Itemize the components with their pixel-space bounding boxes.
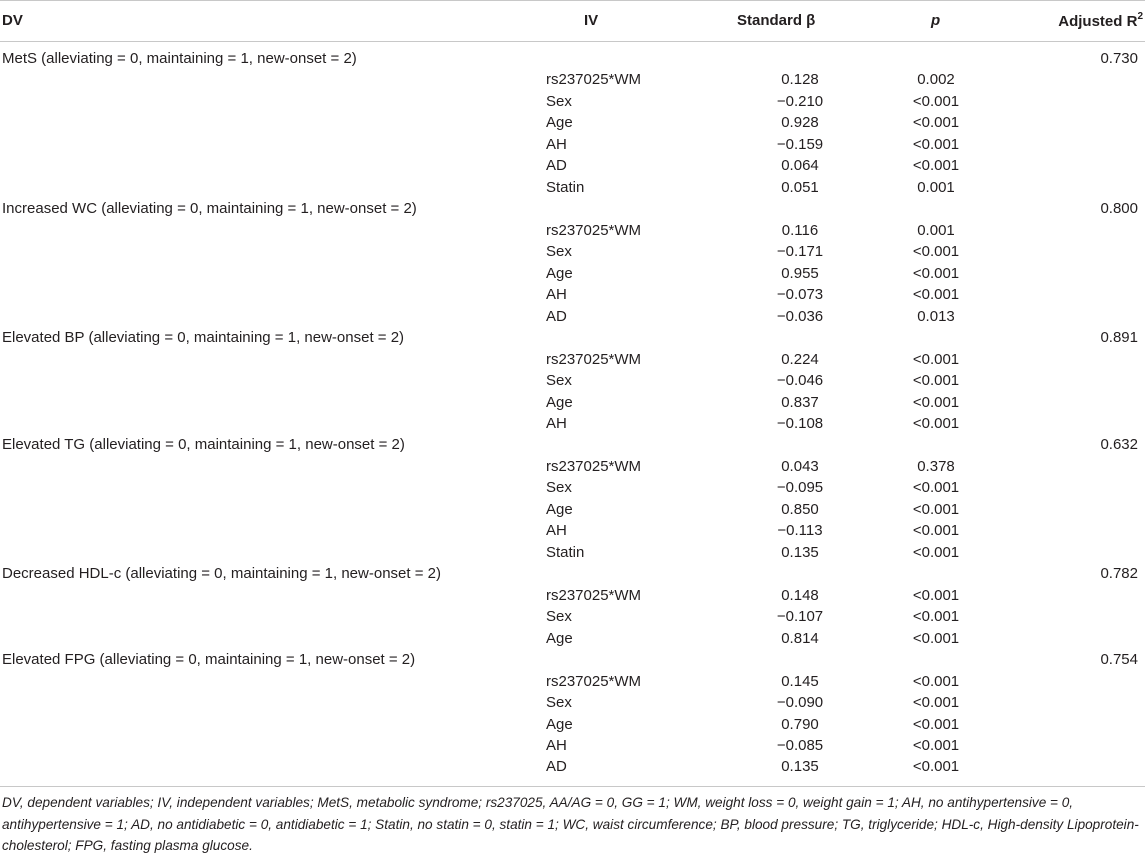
table-row xyxy=(0,756,1145,777)
p-cell: <0.001 xyxy=(912,350,960,368)
beta-cell: 0.814 xyxy=(781,629,819,647)
p-cell: <0.001 xyxy=(912,264,960,282)
iv-cell: AH xyxy=(546,414,567,432)
dv-group-row xyxy=(0,327,1145,348)
iv-cell: Sex xyxy=(546,92,572,110)
beta-cell: 0.043 xyxy=(781,457,819,475)
header-r2-superscript: 2 xyxy=(1137,11,1143,22)
iv-cell: AH xyxy=(546,286,567,304)
table-row xyxy=(0,370,1145,391)
beta-cell: 0.837 xyxy=(781,393,819,411)
iv-cell: Sex xyxy=(546,372,572,390)
beta-cell: 0.850 xyxy=(781,500,819,518)
table-row xyxy=(0,134,1145,155)
table-row xyxy=(0,606,1145,627)
iv-cell: rs237025*WM xyxy=(546,221,642,239)
table-row xyxy=(0,692,1145,713)
header-p-value: p xyxy=(931,12,941,29)
beta-cell: −0.073 xyxy=(776,286,824,304)
adjusted-r2-value: 0.730 xyxy=(1100,50,1138,67)
table-row xyxy=(0,413,1145,434)
p-cell: <0.001 xyxy=(912,114,960,132)
dv-label: Elevated FPG (alleviating = 0, maintaining = 1, new-onset = 2) xyxy=(2,651,416,669)
iv-cell: Age xyxy=(546,393,573,411)
table-row xyxy=(0,112,1145,133)
iv-cell: AH xyxy=(546,737,567,754)
iv-cell: Age xyxy=(546,264,573,282)
p-cell: <0.001 xyxy=(912,629,960,647)
header-standard-beta: Standard β xyxy=(737,12,816,29)
table-row xyxy=(0,585,1145,606)
beta-cell: 0.051 xyxy=(781,178,819,196)
iv-cell: rs237025*WM xyxy=(546,586,642,604)
beta-cell: 0.145 xyxy=(781,672,819,690)
table-body xyxy=(0,48,1145,778)
dv-group-row xyxy=(0,198,1145,219)
dv-group-row xyxy=(0,649,1145,670)
p-cell: 0.001 xyxy=(917,178,955,196)
p-cell: <0.001 xyxy=(912,522,960,540)
beta-cell: 0.135 xyxy=(781,543,819,561)
iv-cell: Age xyxy=(546,500,573,518)
dv-group-row xyxy=(0,48,1145,69)
p-cell: <0.001 xyxy=(912,414,960,432)
table-row xyxy=(0,220,1145,241)
iv-cell: Age xyxy=(546,715,573,733)
table-row xyxy=(0,714,1145,735)
iv-cell: Statin xyxy=(546,178,585,196)
p-cell: <0.001 xyxy=(912,92,960,110)
iv-cell: Age xyxy=(546,629,573,647)
p-cell: <0.001 xyxy=(912,672,960,690)
table-row xyxy=(0,284,1145,305)
adjusted-r2-value: 0.800 xyxy=(1100,200,1138,218)
p-cell: <0.001 xyxy=(912,393,960,411)
beta-cell: −0.159 xyxy=(776,135,824,153)
beta-cell: 0.064 xyxy=(781,157,819,175)
beta-cell: 0.928 xyxy=(781,114,819,132)
table-row xyxy=(0,542,1145,563)
p-cell: <0.001 xyxy=(912,157,960,175)
table-row xyxy=(0,456,1145,477)
beta-cell: 0.135 xyxy=(781,758,819,776)
iv-cell: Statin xyxy=(546,543,585,561)
p-cell: <0.001 xyxy=(912,372,960,390)
dv-label: MetS (alleviating = 0, maintaining = 1, new-onset = 2) xyxy=(2,50,357,67)
p-cell: <0.001 xyxy=(912,586,960,604)
p-cell: <0.001 xyxy=(912,543,960,561)
table-row xyxy=(0,520,1145,541)
table-row xyxy=(0,155,1145,176)
beta-cell: −0.090 xyxy=(776,694,824,712)
iv-cell: AD xyxy=(546,307,567,325)
table-row xyxy=(0,177,1145,198)
table-row xyxy=(0,628,1145,649)
iv-cell: Sex xyxy=(546,479,572,497)
iv-cell: AD xyxy=(546,758,567,776)
beta-cell: −0.107 xyxy=(776,608,824,626)
p-cell: <0.001 xyxy=(912,758,960,776)
beta-cell: −0.113 xyxy=(777,522,823,540)
table-header xyxy=(0,0,1145,42)
beta-cell: 0.955 xyxy=(781,264,819,282)
table-row xyxy=(0,735,1145,756)
header-dv: DV xyxy=(2,12,23,29)
iv-cell: AH xyxy=(546,135,567,153)
beta-cell: −0.108 xyxy=(776,414,824,432)
iv-cell: rs237025*WM xyxy=(546,457,642,475)
iv-cell: Age xyxy=(546,114,573,132)
adjusted-r2-value: 0.782 xyxy=(1100,565,1138,583)
table-row xyxy=(0,306,1145,327)
beta-cell: 0.224 xyxy=(781,350,819,368)
header-iv: IV xyxy=(584,12,599,29)
iv-cell: AD xyxy=(546,157,567,175)
table-row xyxy=(0,241,1145,262)
header-adjusted-r2 xyxy=(1058,12,1143,30)
iv-cell: rs237025*WM xyxy=(546,672,642,690)
p-cell: 0.002 xyxy=(917,71,955,89)
table-row xyxy=(0,671,1145,692)
p-cell: <0.001 xyxy=(912,479,960,497)
table-row xyxy=(0,349,1145,370)
beta-cell: −0.210 xyxy=(776,92,824,110)
adjusted-r2-value: 0.632 xyxy=(1100,436,1138,454)
iv-cell: rs237025*WM xyxy=(546,350,642,368)
adjusted-r2-value: 0.891 xyxy=(1100,329,1138,347)
dv-group-row xyxy=(0,563,1145,584)
p-cell: <0.001 xyxy=(912,737,960,754)
p-cell: <0.001 xyxy=(912,715,960,733)
table-footnote: DV, dependent variables; IV, independent variables; MetS, metabolic syndrome; rs237025, AA/AG = 0, GG = 1; WM, weight loss = 0, weight gain = 1; AH, no antihypertensive = 0, antihypertensive = 1; AD, no antidiabetic = 0, antidiabetic = 1; Statin, no statin = 0, statin = 1; WC, waist circumference; BP, blood pressure; TG, triglyceride; HDL-c, High-density Lipoprotein-cholesterol; FPG, fasting plasma glucose. xyxy=(2,795,1139,853)
beta-cell: 0.790 xyxy=(781,715,819,733)
iv-cell: rs237025*WM xyxy=(546,71,642,89)
dv-label: Elevated BP (alleviating = 0, maintaining = 1, new-onset = 2) xyxy=(2,329,405,347)
table-row xyxy=(0,69,1145,90)
p-cell: <0.001 xyxy=(912,243,960,261)
dv-group-row xyxy=(0,434,1145,455)
iv-cell: Sex xyxy=(546,243,572,261)
p-cell: 0.001 xyxy=(917,221,955,239)
table-row xyxy=(0,499,1145,520)
dv-label: Decreased HDL-c (alleviating = 0, maintaining = 1, new-onset = 2) xyxy=(2,565,441,583)
beta-cell: 0.148 xyxy=(781,586,819,604)
p-cell: <0.001 xyxy=(912,694,960,712)
table-row xyxy=(0,91,1145,112)
table-row xyxy=(0,392,1145,413)
p-cell: <0.001 xyxy=(912,135,960,153)
beta-cell: 0.116 xyxy=(781,221,819,239)
beta-cell: −0.046 xyxy=(776,372,824,390)
table-row xyxy=(0,263,1145,284)
beta-cell: −0.085 xyxy=(776,737,824,754)
table-bottom-rule xyxy=(0,786,1145,787)
p-cell: <0.001 xyxy=(912,286,960,304)
beta-cell: 0.128 xyxy=(781,71,819,89)
beta-cell: −0.036 xyxy=(776,307,824,325)
p-cell: <0.001 xyxy=(912,608,960,626)
p-cell: <0.001 xyxy=(912,500,960,518)
iv-cell: Sex xyxy=(546,694,572,712)
dv-label: Elevated TG (alleviating = 0, maintaining = 1, new-onset = 2) xyxy=(2,436,405,454)
beta-cell: −0.095 xyxy=(776,479,824,497)
adjusted-r2-value: 0.754 xyxy=(1100,651,1138,669)
p-cell: 0.378 xyxy=(917,457,955,475)
header-r2-label: Adjusted R xyxy=(1058,13,1138,30)
table-row xyxy=(0,477,1145,498)
dv-label: Increased WC (alleviating = 0, maintaining = 1, new-onset = 2) xyxy=(2,200,417,218)
iv-cell: AH xyxy=(546,522,567,540)
beta-cell: −0.171 xyxy=(776,243,824,261)
p-cell: 0.013 xyxy=(917,307,955,325)
iv-cell: Sex xyxy=(546,608,572,626)
